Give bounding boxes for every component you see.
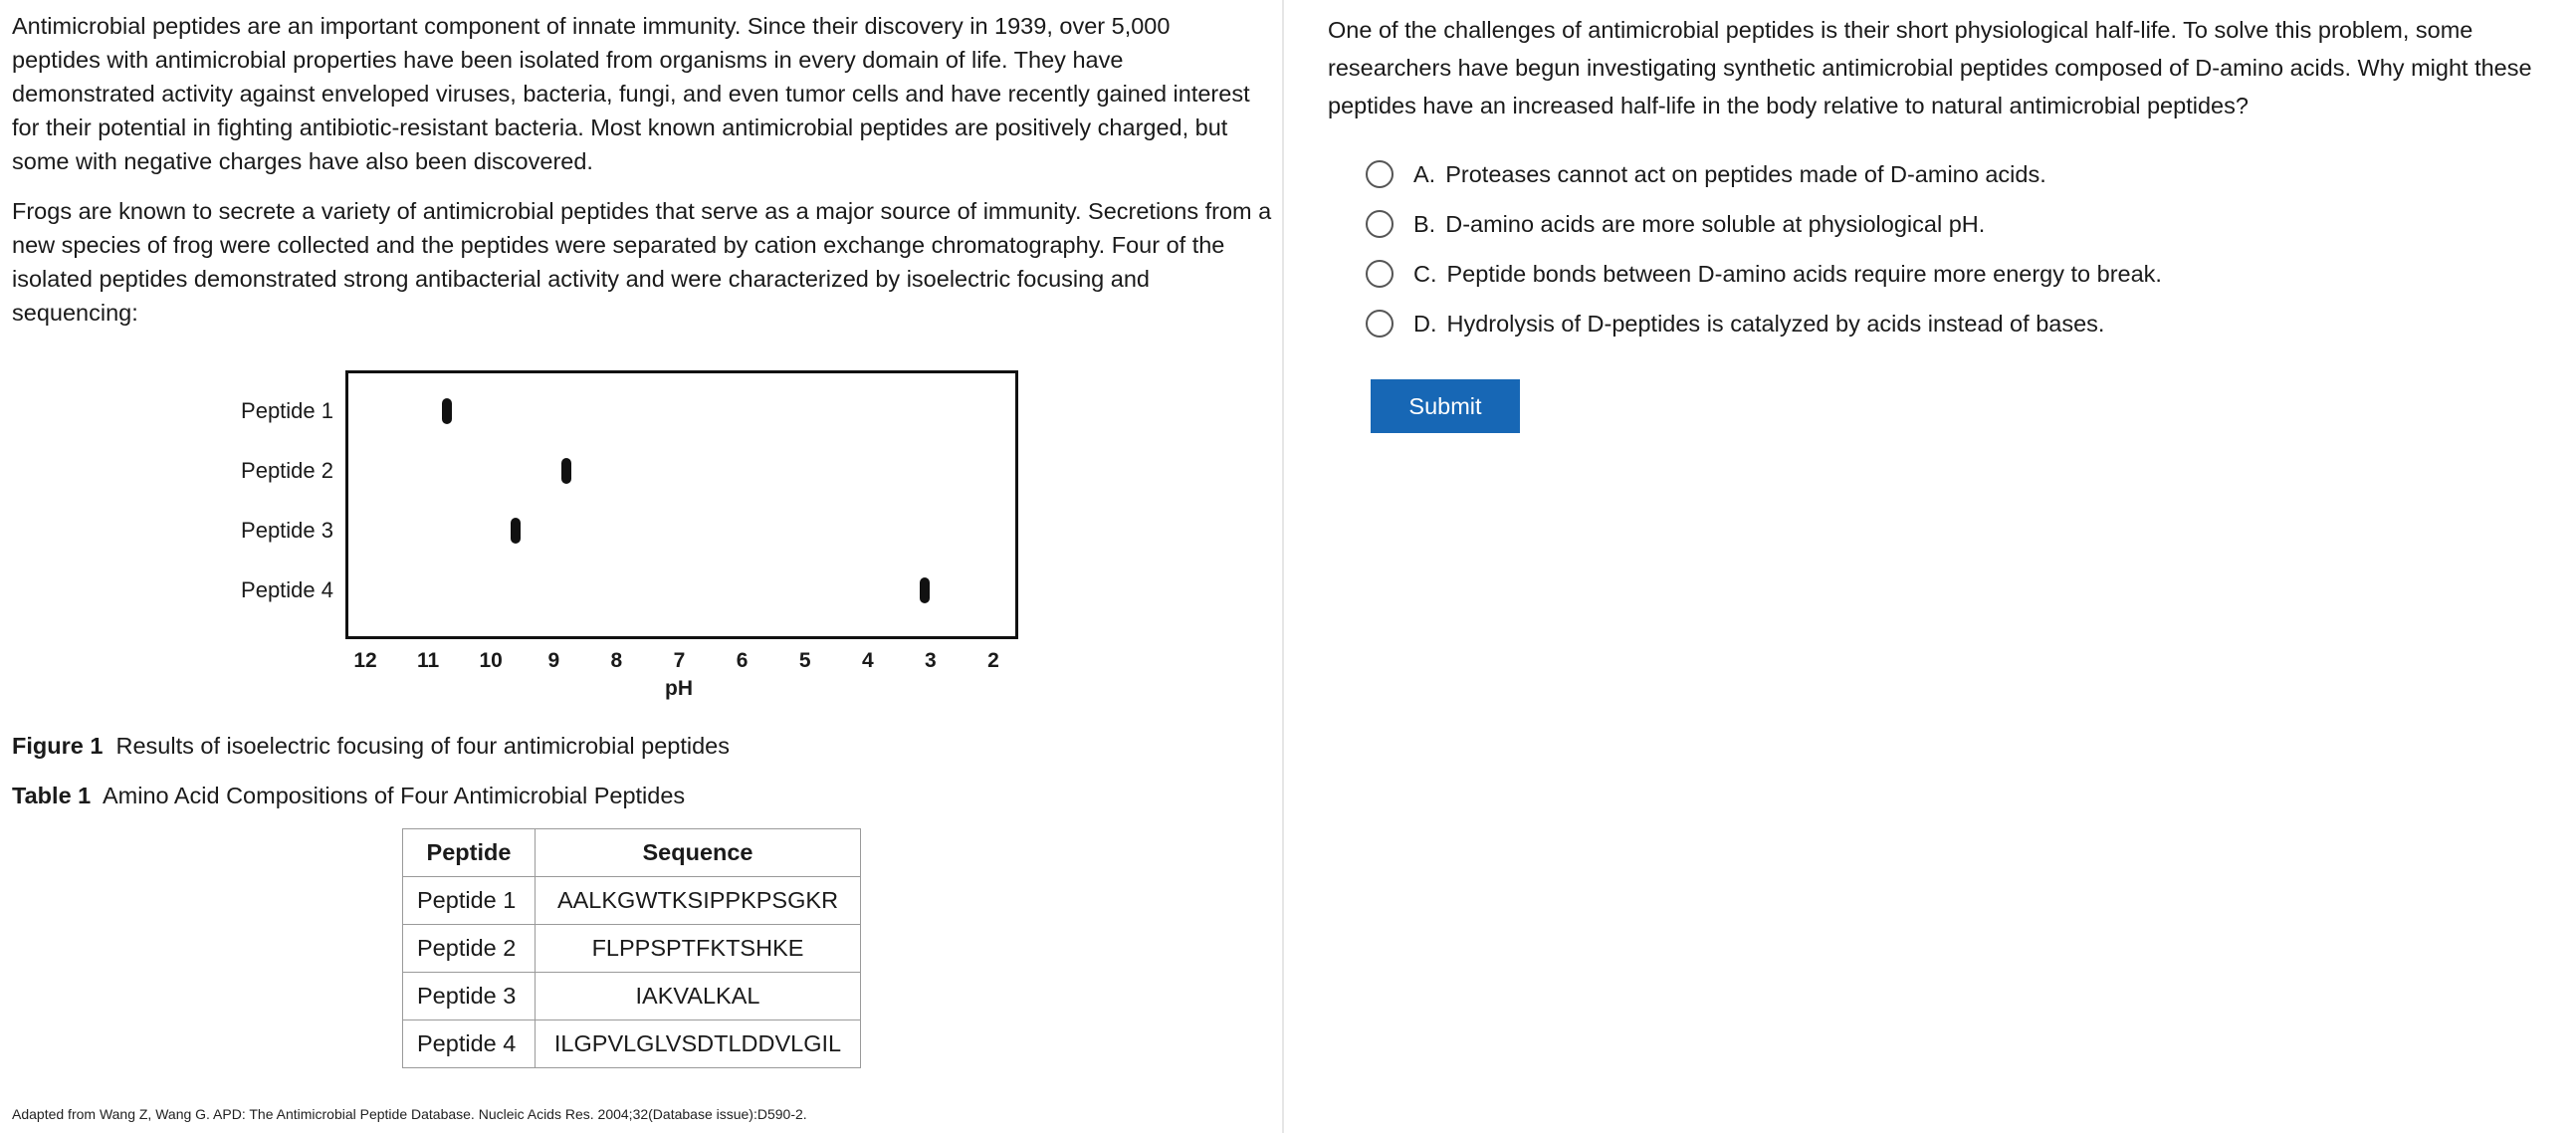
x-tick-label: 5 [798,649,811,672]
peptide-cell: Peptide 4 [403,1020,536,1068]
sequence-cell: ILGPVLGLVSDTLDDVLGIL [536,1020,861,1068]
lane-label: Peptide 3 [241,518,333,543]
answer-option-d[interactable] [1366,304,2104,343]
x-tick-label: 2 [987,649,999,672]
sequence-cell: AALKGWTKSIPPKPSGKR [536,877,861,925]
x-tick-label: 11 [416,649,440,672]
x-tick-label: 4 [861,649,874,672]
lane-label: Peptide 4 [241,577,333,602]
peptide-cell: Peptide 3 [403,973,536,1020]
option-letter: C. [1413,260,1437,287]
citation: Adapted from Wang Z, Wang G. APD: The Antimicrobial Peptide Database. Nucleic Acids Res. 2004;32(Database issue):D590-2. [12,1106,807,1122]
x-tick-label: 6 [736,649,749,672]
sequence-cell: FLPPSPTFKTSHKE [536,925,861,973]
option-letter: B. [1413,210,1436,237]
x-tick-label: 8 [610,649,623,672]
option-letter: D. [1413,310,1437,337]
answer-option-c[interactable] [1366,254,2162,294]
x-tick-label: 3 [925,649,937,672]
x-tick-label: 10 [479,649,503,672]
answer-option-b[interactable] [1366,204,1985,244]
peptide-cell: Peptide 2 [403,925,536,973]
figure-caption-text: Results of isoelectric focusing of four antimicrobial peptides [115,733,731,759]
x-tick-label: 7 [673,649,686,672]
table-row [403,973,861,1020]
table-row [403,1020,861,1068]
peptide-band [920,577,930,603]
option-letter: A. [1413,160,1436,187]
radio-button-icon[interactable] [1366,310,1394,338]
peptide-band [561,458,571,484]
table-row [403,925,861,973]
question-pane [1286,0,2576,1133]
passage-paragraph-1: Antimicrobial peptides are an important component of innate immunity. Since their discovery in 1939, over 5,000 peptides with antimicrobial properties have been isolated from organisms in every domain of life. They have demonstrated activity against enveloped viruses, bacteria, fungi, and even tumor cells and have recently gained interest for their potential in fighting antibiotic-resistant bacteria. Most known antimicrobial peptides are positively charged, but some with negative charges have also been discovered. [12,13,1250,174]
option-text: Hydrolysis of D-peptides is catalyzed by acids instead of bases. [1446,310,2105,337]
submit-button[interactable]: Submit [1371,379,1520,433]
table-caption-label: Table 1 [12,783,92,808]
radio-button-icon[interactable] [1366,160,1394,188]
peptide-cell: Peptide 1 [403,877,536,925]
lane-label: Peptide 1 [241,398,333,423]
lane-label: Peptide 2 [241,458,333,483]
radio-button-icon[interactable] [1366,210,1394,238]
x-tick-label: 12 [353,649,377,672]
peptide-band [442,398,452,424]
figure-caption-label: Figure 1 [12,733,104,759]
column-header-sequence: Sequence [536,829,861,877]
option-text: Peptide bonds between D-amino acids require more energy to break. [1446,260,2162,287]
option-text: D-amino acids are more soluble at physiological pH. [1445,210,1986,237]
x-tick-label: 9 [547,649,560,672]
column-header-peptide: Peptide [403,829,536,877]
passage-pane [0,0,1284,1133]
figure-caption [12,733,730,760]
passage-paragraph-2: Frogs are known to secrete a variety of antimicrobial peptides that serve as a major source of immunity. Secretions from a new species of frog were collected and the peptides were separated by cation exchange chromatography. Four of the isolated peptides demonstrated strong antibacterial activity and were characterized by isoelectric focusing and sequencing: [12,198,1272,326]
x-axis-title: pH [665,677,693,700]
option-text: Proteases cannot act on peptides made of D-amino acids. [1445,160,2046,187]
table-caption [12,783,685,809]
answer-option-a[interactable] [1366,154,2046,194]
peptide-band [511,518,521,544]
peptide-sequence-table [402,828,861,1068]
question-stem: One of the challenges of antimicrobial peptides is their short physiological half-life. To solve this problem, some researchers have begun investigating synthetic antimicrobial peptides composed of D-amino acids. Why might these peptides have an increased half-life in the body relative to natural antimicrobial peptides? [1328,17,2532,118]
radio-button-icon[interactable] [1366,260,1394,288]
table-row [403,877,861,925]
table-header-row [403,829,861,877]
sequence-cell: IAKVALKAL [536,973,861,1020]
table-caption-text: Amino Acid Compositions of Four Antimicrobial Peptides [103,783,686,808]
